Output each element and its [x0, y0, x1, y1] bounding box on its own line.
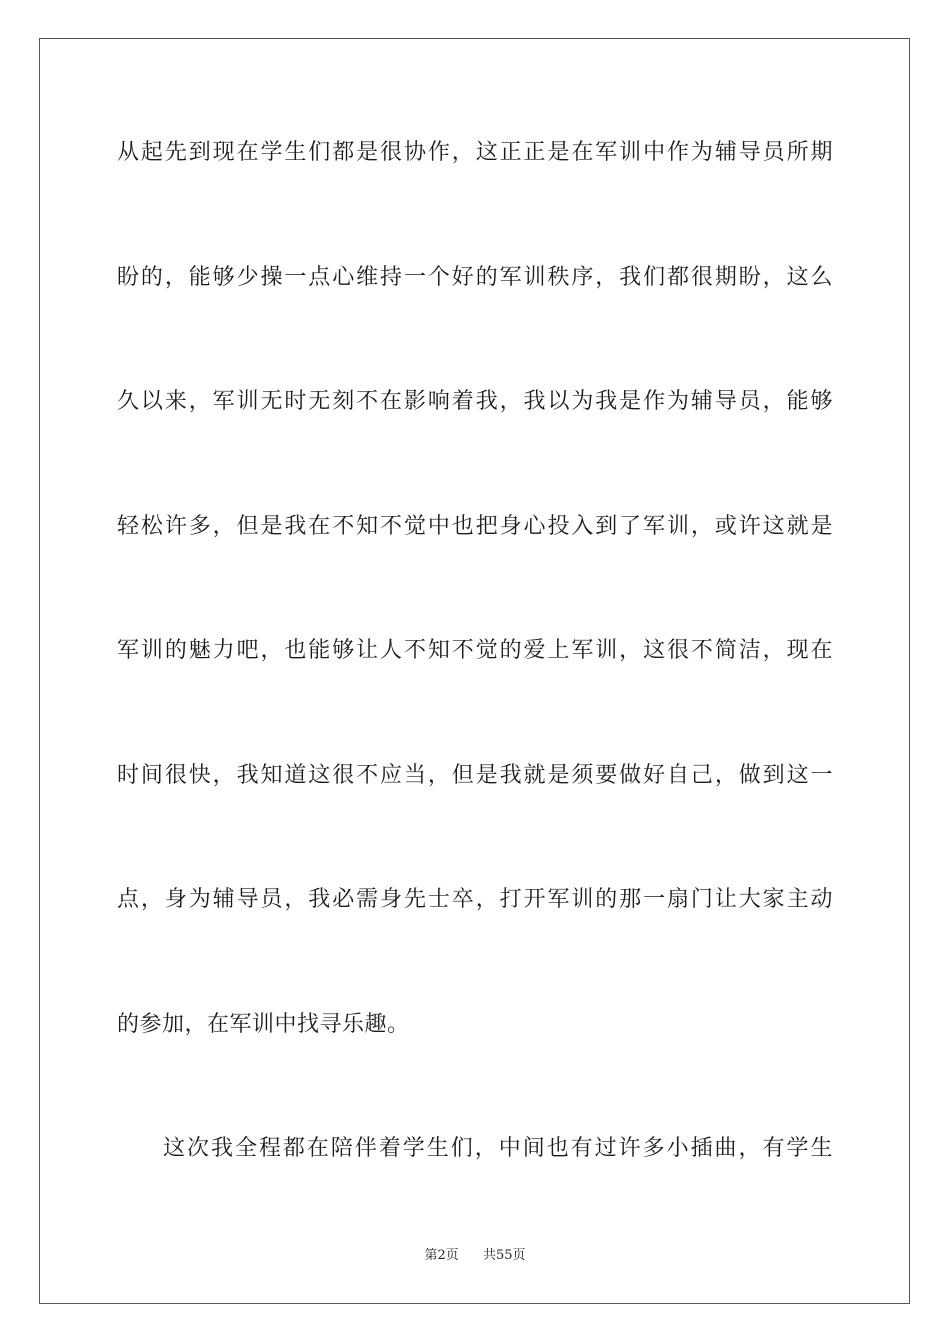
body-text-line-2: 盼的，能够少操一点心维持一个好的军训秩序，我们都很期盼，这么 — [117, 265, 833, 290]
body-text-line-9: 这次我全程都在陪伴着学生们，中间也有过许多小插曲，有学生 — [163, 1136, 833, 1161]
body-text-line-5: 军训的魅力吧，也能够让人不知不觉的爱上军训，这很不简洁，现在 — [117, 638, 833, 663]
page-footer — [0, 1247, 950, 1265]
body-text-line-3: 久以来，军训无时无刻不在影响着我，我以为我是作为辅导员，能够 — [117, 389, 833, 414]
page-border — [39, 38, 910, 1304]
body-text-line-7: 点，身为辅导员，我必需身先士卒，打开军训的那一扇门让大家主动 — [117, 887, 833, 912]
page-total: 共55页 — [483, 1248, 526, 1263]
body-text-line-4: 轻松许多，但是我在不知不觉中也把身心投入到了军训，或许这就是 — [117, 514, 833, 539]
page-number: 第2页 — [424, 1248, 459, 1263]
body-text-line-1: 从起先到现在学生们都是很协作，这正正是在军训中作为辅导员所期 — [117, 140, 833, 165]
body-text-line-6: 时间很快，我知道这很不应当，但是我就是须要做好自己，做到这一 — [117, 763, 833, 788]
body-text-line-8: 的参加，在军训中找寻乐趣。 — [117, 1012, 410, 1037]
